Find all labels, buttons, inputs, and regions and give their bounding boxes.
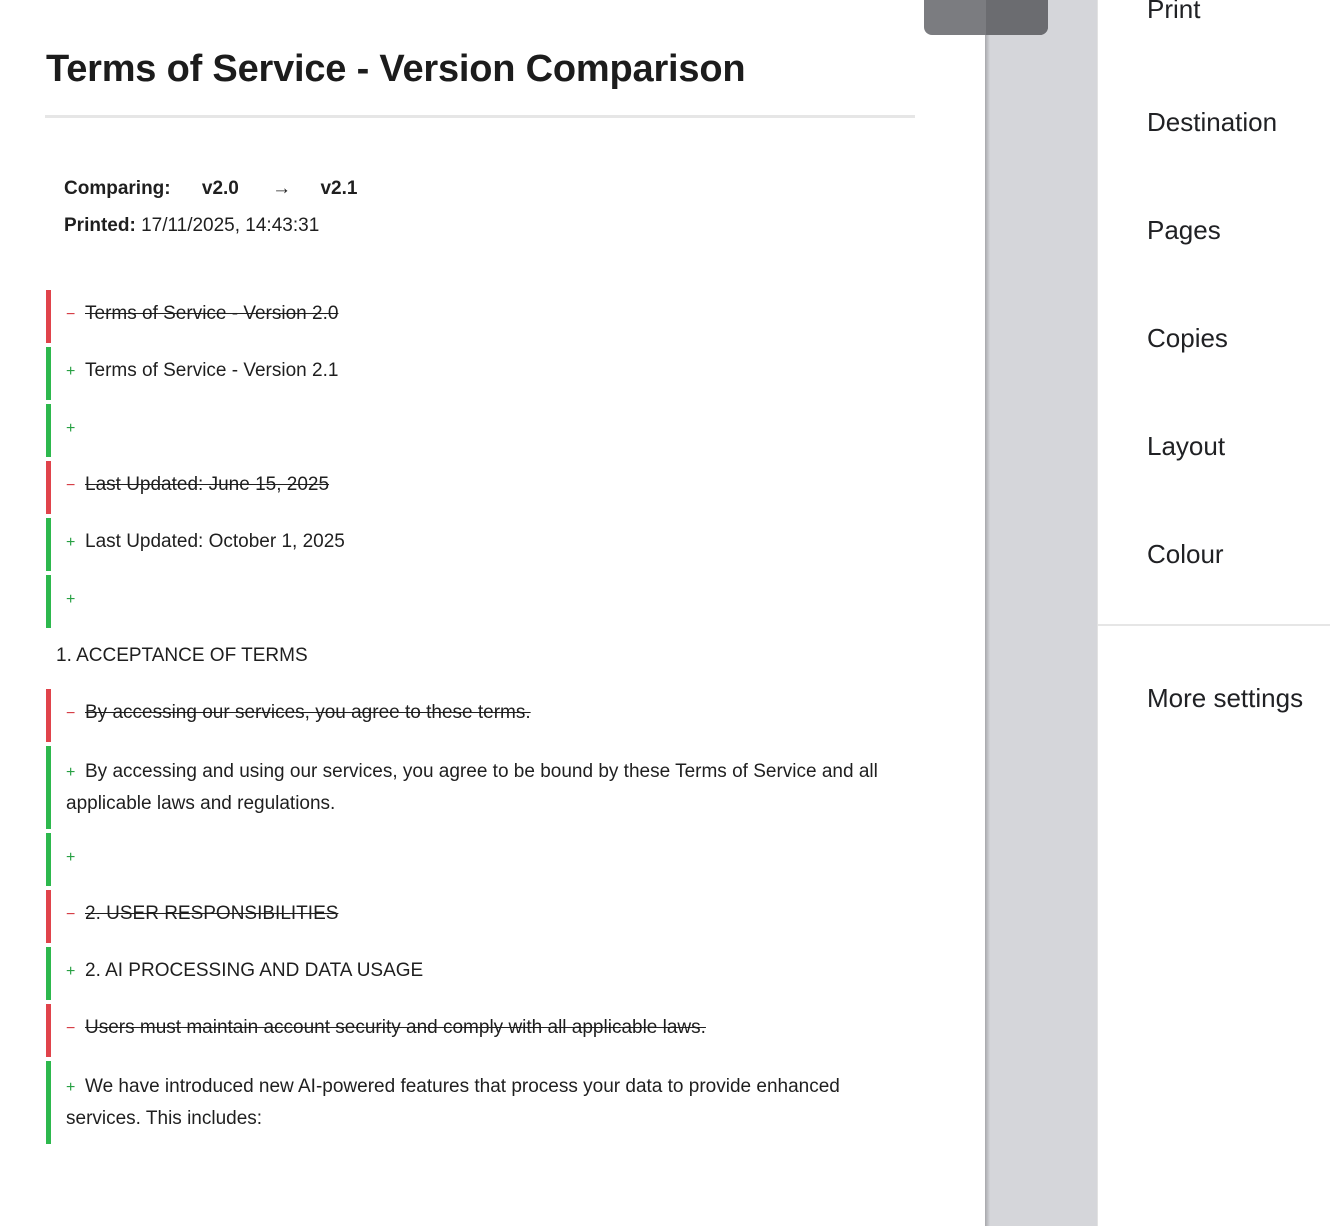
- scroll-thumb[interactable]: [924, 0, 1048, 35]
- printed-label: Printed:: [64, 215, 136, 236]
- from-version: v2.0: [201, 178, 239, 199]
- diff-line-text: We have introduced new AI-powered features that process your data to provide enhanced services. This includes:: [66, 1076, 840, 1129]
- preview-gutter: [985, 0, 1097, 1226]
- plus-icon: +: [66, 849, 76, 866]
- comparison-meta: [64, 170, 357, 244]
- title-divider: [45, 115, 915, 118]
- panel-divider: [1098, 624, 1330, 626]
- printed-row: [64, 207, 357, 244]
- diff-line-text: Users must maintain account security and comply with all applicable laws.: [85, 1017, 706, 1038]
- diff-context-line: [46, 632, 915, 685]
- destination-setting[interactable]: Destination: [1147, 107, 1278, 137]
- diff-line-text: 2. AI PROCESSING AND DATA USAGE: [85, 960, 424, 981]
- plus-icon: +: [66, 534, 76, 551]
- diff-added-line: [46, 575, 915, 628]
- diff-list: [46, 290, 915, 1148]
- scroll-thumb-shade: [986, 0, 1048, 35]
- print-title: Print: [1147, 0, 1201, 24]
- plus-icon: +: [66, 420, 76, 437]
- diff-line-text: 2. USER RESPONSIBILITIES: [85, 903, 339, 924]
- diff-removed-line: [46, 290, 915, 343]
- diff-line-text: By accessing our services, you agree to these terms.: [85, 702, 531, 723]
- diff-line-text: Terms of Service - Version 2.1: [85, 360, 339, 381]
- printed-timestamp: 17/11/2025, 14:43:31: [141, 215, 320, 236]
- diff-removed-line: [46, 1004, 915, 1057]
- plus-icon: +: [66, 363, 76, 380]
- diff-added-line: [46, 347, 915, 400]
- page-title: Terms of Service - Version Comparison: [46, 48, 746, 90]
- colour-setting[interactable]: Colour: [1147, 539, 1224, 569]
- diff-added-line: [46, 404, 915, 457]
- minus-icon: −: [66, 1020, 76, 1037]
- to-version: v2.1: [320, 178, 358, 199]
- plus-icon: +: [66, 963, 76, 980]
- diff-line-text: 1. ACCEPTANCE OF TERMS: [56, 645, 308, 666]
- diff-line-text: Last Updated: June 15, 2025: [85, 474, 330, 495]
- diff-line-text: Last Updated: October 1, 2025: [85, 531, 345, 552]
- diff-added-line: [46, 833, 915, 886]
- diff-removed-line: [46, 461, 915, 514]
- gutter-shadow: [985, 0, 990, 1226]
- copies-setting[interactable]: Copies: [1147, 323, 1228, 353]
- diff-added-line: [46, 947, 915, 1000]
- pages-setting[interactable]: Pages: [1147, 215, 1221, 245]
- minus-icon: −: [66, 477, 76, 494]
- diff-added-line: [46, 1061, 915, 1144]
- diff-added-line: [46, 746, 915, 829]
- diff-added-line: [46, 518, 915, 571]
- plus-icon: +: [66, 764, 76, 781]
- minus-icon: −: [66, 306, 76, 323]
- plus-icon: +: [66, 1079, 76, 1096]
- plus-icon: +: [66, 591, 76, 608]
- comparing-label: Comparing:: [64, 178, 171, 199]
- more-settings-button[interactable]: More settings: [1147, 683, 1304, 713]
- diff-line-text: By accessing and using our services, you agree to be bound by these Terms of Service and all applicable laws and regulations.: [66, 761, 878, 814]
- minus-icon: −: [66, 906, 76, 923]
- diff-removed-line: [46, 689, 915, 742]
- layout-setting[interactable]: Layout: [1147, 431, 1226, 461]
- minus-icon: −: [66, 705, 76, 722]
- print-settings-panel: [1097, 0, 1330, 1226]
- comparing-row: [64, 170, 357, 207]
- arrow-right-icon: →: [272, 178, 292, 199]
- diff-removed-line: [46, 890, 915, 943]
- diff-line-text: Terms of Service - Version 2.0: [85, 303, 339, 324]
